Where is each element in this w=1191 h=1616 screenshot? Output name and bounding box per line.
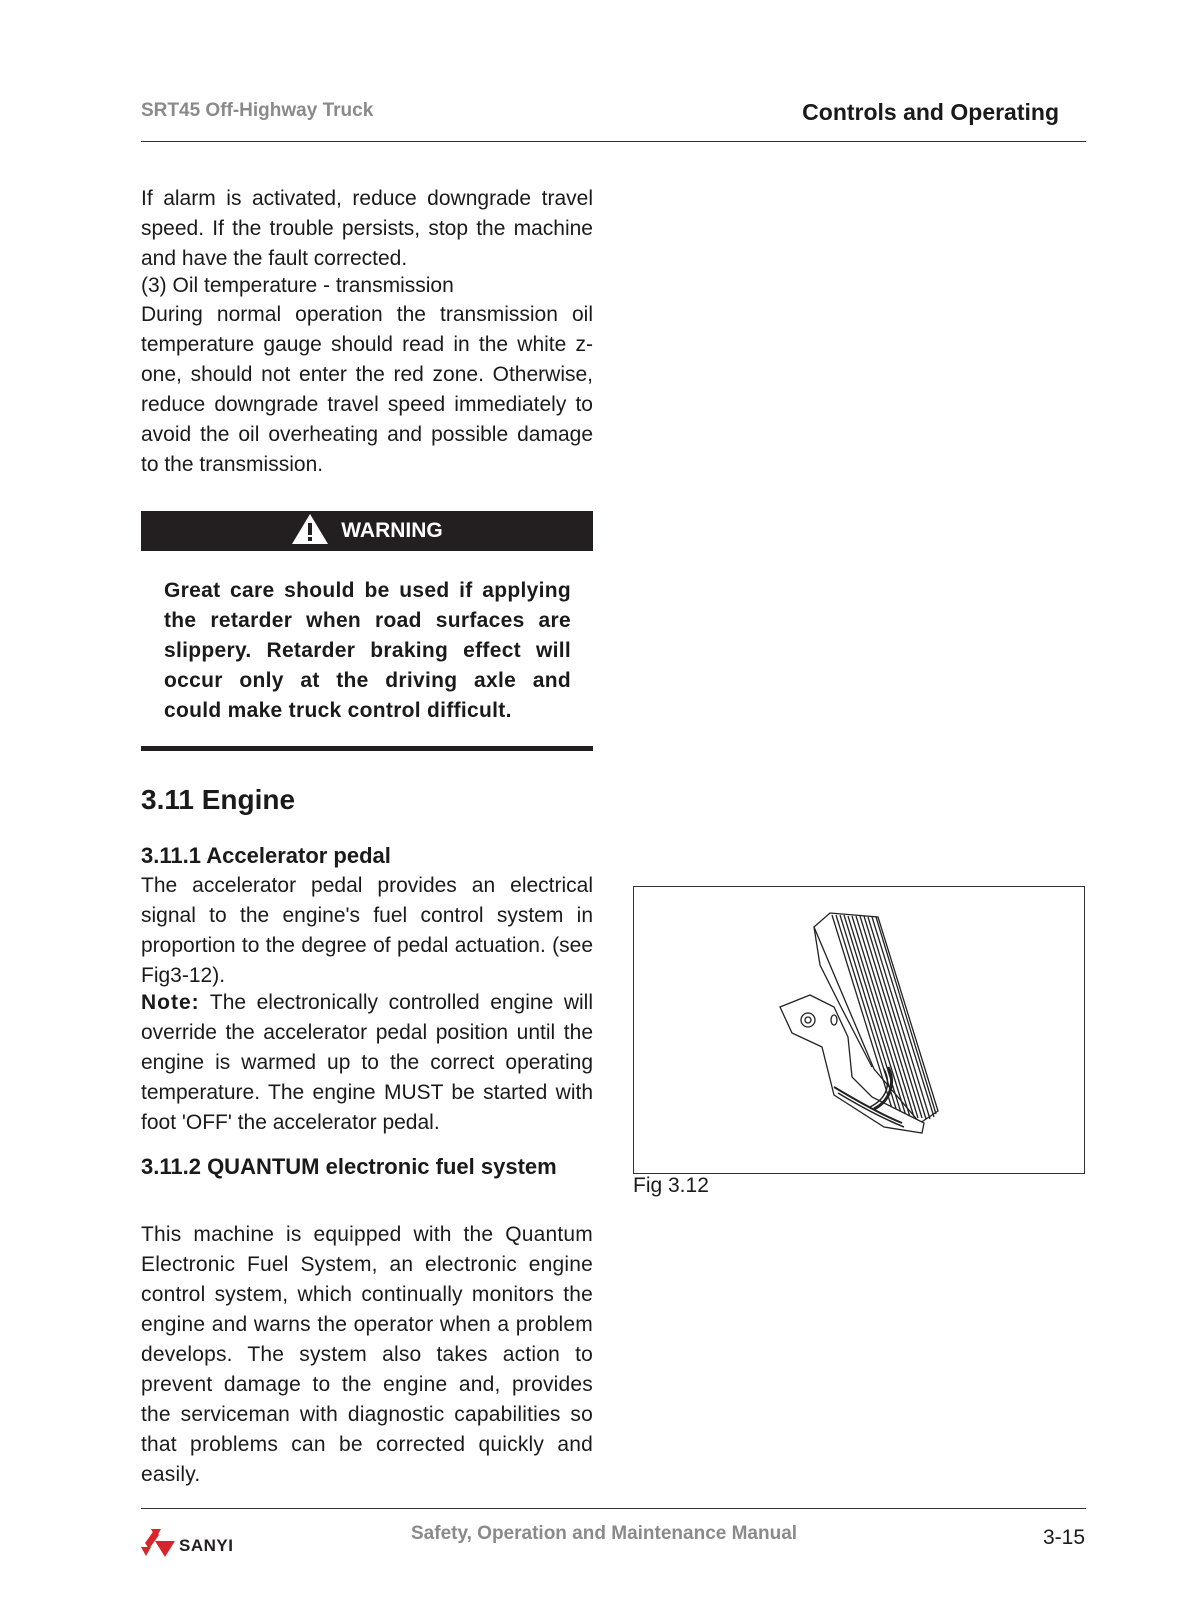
warning-banner [141, 511, 593, 551]
sanyi-logo-icon [141, 1529, 175, 1562]
accelerator-pedal-drawing-icon [634, 887, 1084, 1173]
intro-paragraph: If alarm is activated, reduce downgrade travel speed. If the trouble persists, stop the machine and have the fault corrected. [141, 187, 593, 270]
header-chapter-title: Controls and Operating [802, 99, 1059, 125]
warning-label: WARNING [341, 519, 443, 542]
note-label: Note: [141, 991, 200, 1014]
sanyi-logo [141, 1529, 233, 1562]
oil-temp-paragraph: During normal operation the transmission oil temperature gauge should read in the white z-one, should not enter the red zone. Otherwise, reduce downgrade travel speed immediately to avoid the oil overheating and possible damage to the transmission. [141, 303, 593, 476]
warning-bottom-rule [141, 746, 593, 751]
note-text: The electronically controlled engine will override the accelerator pedal position until the engine is warmed up to the correct operating temperature. The engine MUST be started with foot 'OFF' the accelerator pedal. [141, 991, 593, 1134]
accelerator-paragraph: The accelerator pedal provides an electrical signal to the engine's fuel control system in proportion to the degree of pedal actuation. (see Fig3-12). [141, 874, 593, 987]
warning-triangle-icon [291, 513, 329, 550]
page-number: 3-15 [1042, 1526, 1085, 1549]
section-title: 3.11 Engine [141, 784, 296, 815]
oil-temp-heading: (3) Oil temperature - transmission [141, 274, 454, 297]
subsection-quantum-title: 3.11.2 QUANTUM electronic fuel system [141, 1154, 557, 1179]
figure-frame [633, 886, 1085, 1174]
header-divider [141, 141, 1086, 142]
subsection-accelerator-title: 3.11.1 Accelerator pedal [141, 843, 391, 868]
footer-divider [141, 1508, 1086, 1509]
sanyi-logo-text: SANYI [179, 1535, 234, 1555]
footer-manual-title: Safety, Operation and Maintenance Manual [411, 1523, 798, 1544]
header-document-title: SRT45 Off-Highway Truck [141, 100, 374, 121]
accelerator-note [141, 988, 593, 1138]
figure-caption: Fig 3.12 [633, 1174, 709, 1197]
warning-text: Great care should be used if applying the retarder when road surfaces are slippery. Retarder braking effect will occur only at the driving axle and could make truck control difficult. [164, 579, 571, 722]
quantum-paragraph: This machine is equipped with the Quantum Electronic Fuel System, an electronic engine control system, which continually monitors the engine and warns the operator when a problem develops. The system also takes action to prevent damage to the engine and, provides the serviceman with diagnostic capabilities so that problems can be corrected quickly and easily. [141, 1223, 593, 1486]
